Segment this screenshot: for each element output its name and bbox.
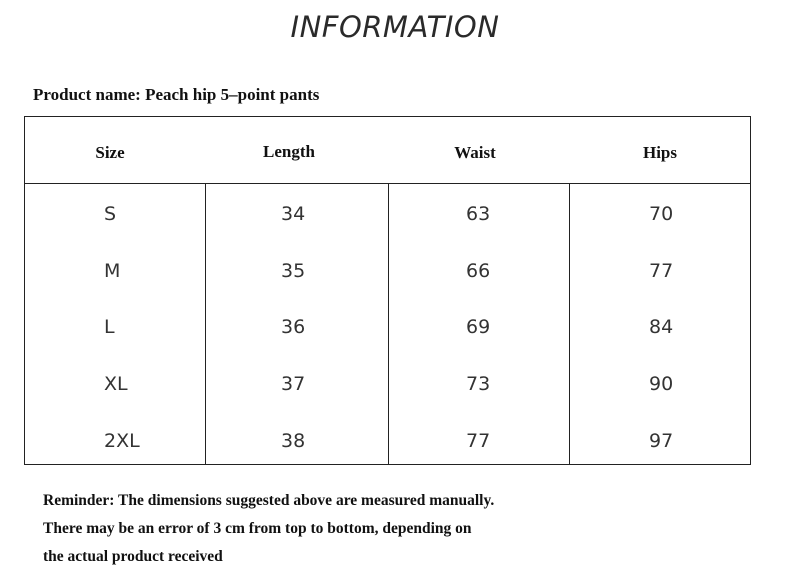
table-row [25,413,750,470]
cell-length: 37 [281,373,306,395]
header-hips: Hips [642,143,678,162]
cell-size: M [104,260,121,282]
cell-size: S [104,203,117,225]
reminder-line: the actual product received [43,548,223,565]
cell-waist: 69 [466,316,491,338]
header-size: Size [95,143,125,162]
cell-length: 36 [281,316,306,338]
cell-size: XL [104,373,128,395]
header-length: Length [263,142,315,161]
cell-waist: 77 [466,430,491,452]
cell-hips: 77 [649,260,674,282]
cell-hips: 97 [649,430,674,452]
product-name-label: Product name: [33,85,141,104]
cell-size: L [104,316,115,338]
cell-hips: 70 [649,203,674,225]
cell-waist: 63 [466,203,491,225]
cell-hips: 84 [649,316,674,338]
reminder-line: Reminder: The dimensions suggested above are measured manually. [43,492,495,509]
cell-length: 35 [281,260,306,282]
table-row [25,356,750,413]
header-waist: Waist [454,143,496,162]
size-chart-table [24,116,751,465]
cell-length: 34 [281,203,306,225]
table-header-row [25,117,750,184]
product-name-line [33,85,319,105]
product-name-value: Peach hip 5–point pants [145,85,320,104]
reminder-line: There may be an error of 3 cm from top to bottom, depending on [43,520,472,537]
cell-waist: 66 [466,260,491,282]
table-row [25,299,750,356]
cell-waist: 73 [466,373,491,395]
table-row [25,186,750,243]
cell-hips: 90 [649,373,674,395]
cell-size: 2XL [104,430,140,452]
cell-length: 38 [281,430,306,452]
table-row [25,243,750,300]
page-title: INFORMATION [290,10,500,44]
